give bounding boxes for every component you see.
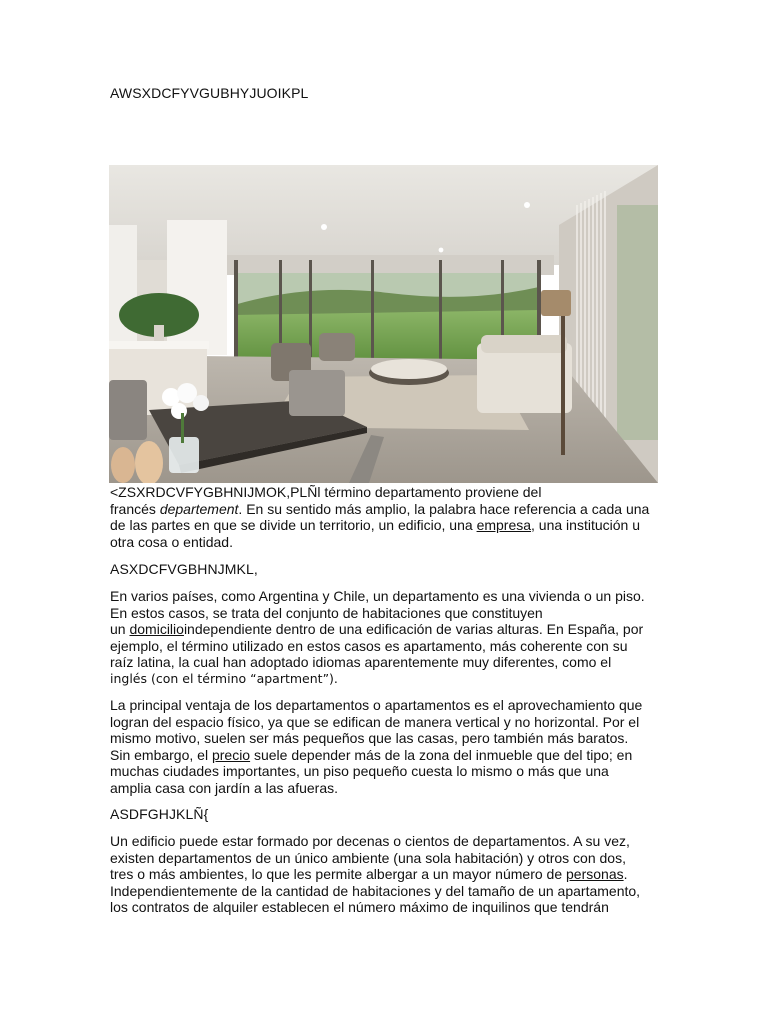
paragraph-line: logran del espacio físico, ya que se edifican de manera vertical y no horizontal. Por el bbox=[110, 713, 640, 730]
paragraph-line bbox=[110, 501, 662, 518]
paragraph-line: muchas ciudades importantes, un piso pequeño cuesta lo mismo o más que una bbox=[110, 763, 609, 780]
link-domicilio[interactable]: domicilio bbox=[129, 621, 184, 638]
link-personas[interactable]: personas bbox=[566, 866, 624, 883]
link-precio[interactable]: precio bbox=[211, 746, 251, 763]
italic-term: departement bbox=[159, 500, 239, 517]
living-room-photo bbox=[109, 165, 658, 483]
text-run: , una institución u bbox=[531, 517, 640, 534]
paragraph-buildings bbox=[110, 833, 662, 916]
paragraph-line: los contratos de alquiler establecen el número máximo de inquilinos que tendrán bbox=[110, 899, 609, 916]
paragraph-line: otra cosa o entidad. bbox=[110, 533, 233, 550]
paragraph-etymology bbox=[110, 484, 662, 550]
paragraph-line bbox=[110, 621, 662, 638]
paragraph-line: <ZSXRDCVFYGBHNIJMOK,PLÑl término departamento proviene del bbox=[110, 484, 542, 500]
text-run: Sin embargo, el bbox=[110, 746, 212, 763]
paragraph-line: Independientemente de la cantidad de habitaciones y del tamaño de un apartamento, bbox=[110, 882, 641, 899]
text-run: francés bbox=[110, 500, 160, 517]
paragraph-line bbox=[110, 517, 662, 534]
paragraph-line: inglés (con el término “apartment”). bbox=[110, 670, 338, 686]
document-title: AWSXDCFYVGUBHYJUOIKPL bbox=[110, 85, 309, 101]
paragraph-line: En estos casos, se trata del conjunto de habitaciones que constituyen bbox=[110, 604, 543, 621]
paragraph-line: La principal ventaja de los departamentos o apartamentos es el aprovechamiento que bbox=[110, 697, 643, 713]
paragraph-line: ejemplo, el término utilizado en estos casos es apartamento, más coherente con su bbox=[110, 637, 628, 654]
section-heading: ASDFGHJKLÑ{ bbox=[110, 806, 209, 822]
text-run: un bbox=[110, 621, 130, 638]
paragraph-line bbox=[110, 866, 662, 883]
text-run: . bbox=[623, 866, 628, 883]
paragraph-advantages bbox=[110, 697, 662, 797]
text-run: tres o más ambientes, lo que les permite albergar a un mayor número de bbox=[110, 866, 567, 883]
paragraph-line: amplia casa con jardín a las afueras. bbox=[110, 779, 339, 796]
text-run: de las partes en que se divide un territorio, un edificio, una bbox=[110, 517, 477, 534]
paragraph-line: Un edificio puede estar formado por decenas o cientos de departamentos. A su vez, bbox=[110, 833, 630, 849]
paragraph-line bbox=[110, 747, 662, 764]
text-run: suele depender más de la zona del inmueble que del tipo; en bbox=[250, 746, 633, 763]
paragraph-line: existen departamentos de un único ambiente (una sola habitación) y otros con dos, bbox=[110, 849, 626, 866]
paragraph-line: En varios países, como Argentina y Chile, un departamento es una vivienda o un piso. bbox=[110, 588, 645, 604]
paragraph-line: raíz latina, la cual han adoptado idiomas aparentemente muy diferentes, como el bbox=[110, 654, 612, 671]
section-heading: ASXDCFVGBHNJMKL, bbox=[110, 561, 258, 577]
paragraph-definition bbox=[110, 588, 662, 688]
text-run: independiente dentro de una edificación de varias alturas. En España, por bbox=[183, 621, 644, 638]
link-empresa[interactable]: empresa bbox=[476, 517, 532, 534]
paragraph-line: mismo motivo, suelen ser más pequeños que las casas, pero también más baratos. bbox=[110, 730, 629, 747]
text-run: . En su sentido más amplio, la palabra hace referencia a cada una bbox=[238, 500, 650, 517]
